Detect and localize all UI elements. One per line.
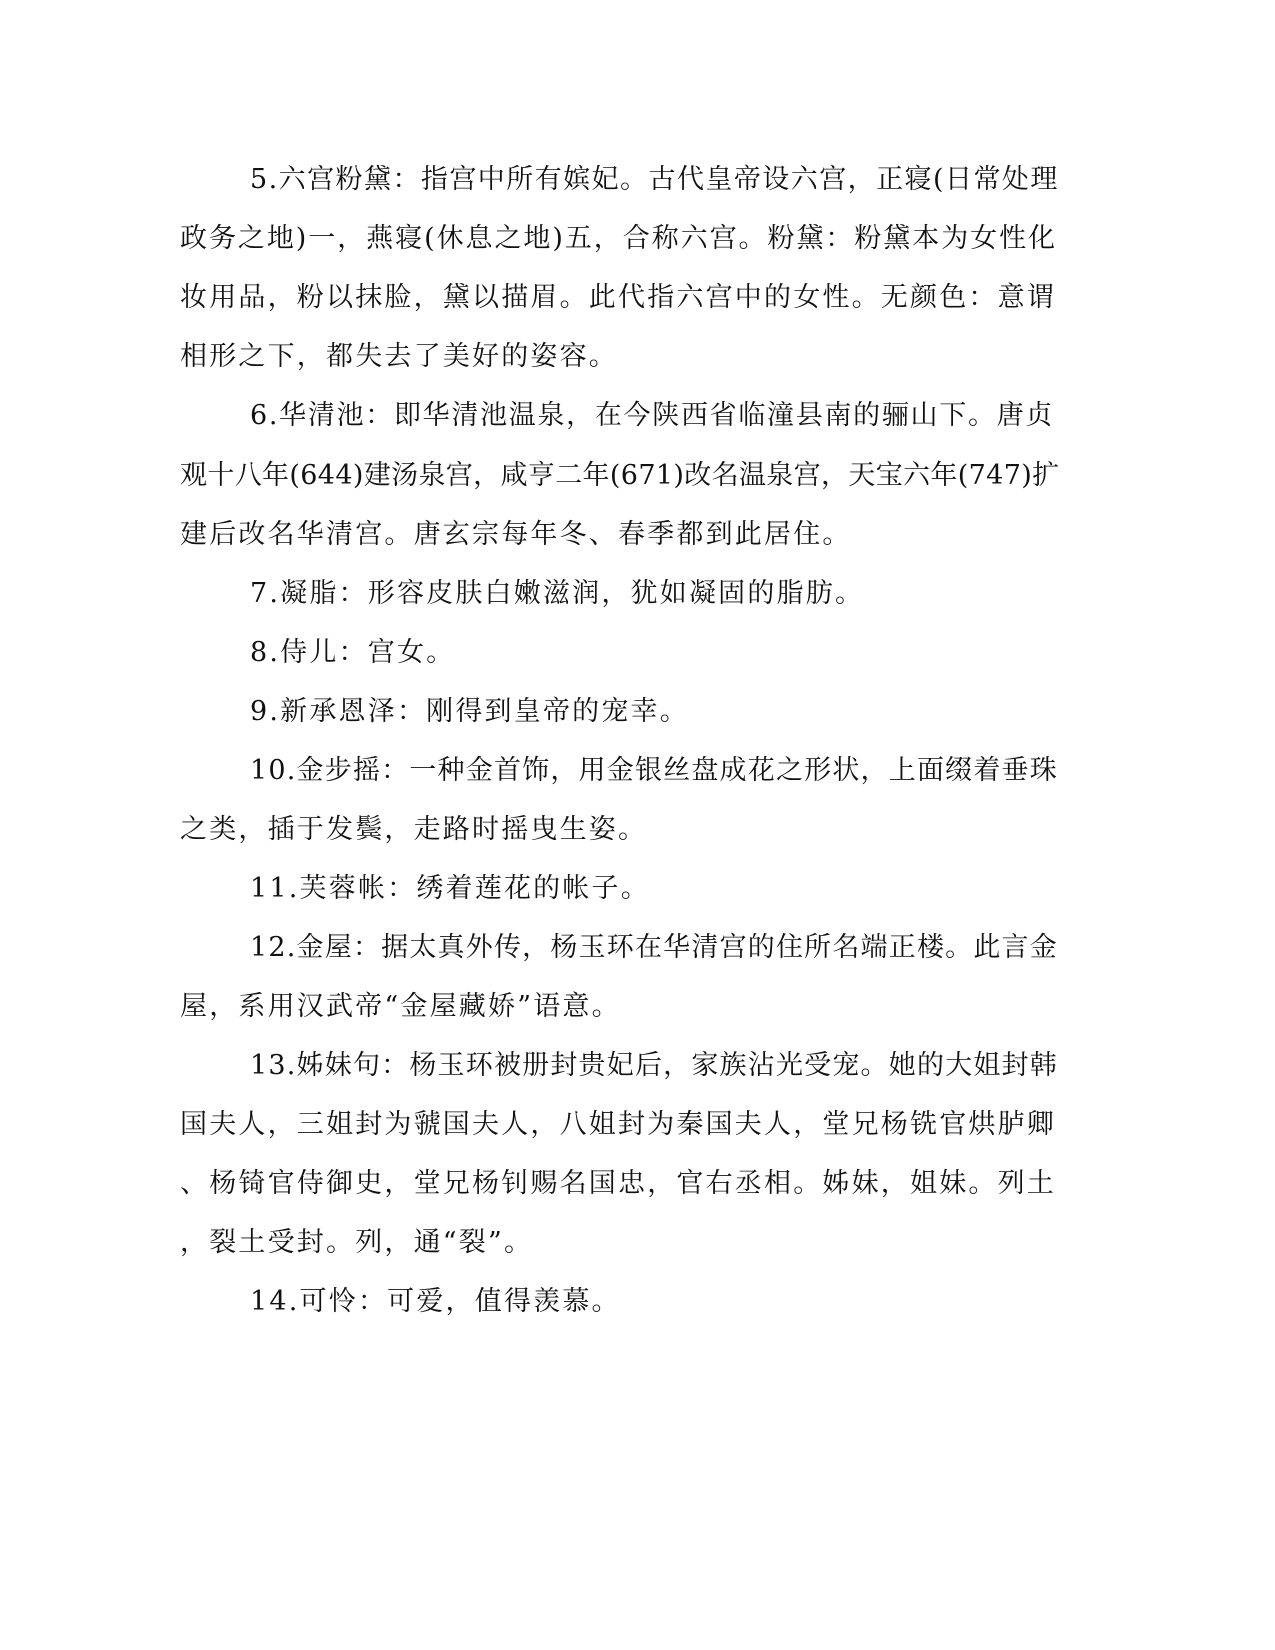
note-5-line-2: 政务之地)一，燕寝(休息之地)五，合称六宫。粉黛：粉黛本为女性化 [180, 223, 1057, 254]
note-9-line-1: 9.新承恩泽：刚得到皇帝的宠幸。 [250, 696, 689, 727]
note-11-line-1: 11.芙蓉帐：绣着莲花的帐子。 [250, 873, 650, 904]
note-10-line-2: 之类，插于发鬓，走路时摇曳生姿。 [180, 814, 648, 845]
note-14-line-1: 14.可怜：可爱，值得羡慕。 [250, 1286, 621, 1317]
note-7-line-1: 7.凝脂：形容皮肤白嫩滋润，犹如凝固的脂肪。 [250, 578, 865, 609]
note-6-line-3: 建后改名华清宫。唐玄宗每年冬、春季都到此居住。 [180, 519, 852, 550]
note-5-line-1: 5.六宫粉黛：指宫中所有嫔妃。古代皇帝设六宫，正寝(日常处理 [250, 164, 1059, 195]
note-13-line-2: 国夫人，三姐封为虢国夫人，八姐封为秦国夫人，堂兄杨铣官烘胪卿 [180, 1109, 1056, 1140]
note-5-line-4: 相形之下，都失去了美好的姿容。 [180, 341, 618, 372]
note-10-line-1: 10.金步摇：一种金首饰，用金银丝盘成花之形状，上面缀着垂珠 [250, 755, 1058, 786]
note-6-line-1: 6.华清池：即华清池温泉，在今陕西省临潼县南的骊山下。唐贞 [250, 400, 1055, 431]
note-12-line-1: 12.金屋：据太真外传，杨玉环在华清宫的住所名端正楼。此言金 [250, 932, 1058, 963]
note-6-line-2: 观十八年(644)建汤泉宫，咸亨二年(671)改名温泉宫，天宝六年(747)扩 [180, 460, 1060, 491]
note-13-line-4: ，裂土受封。列，通“裂”。 [180, 1227, 534, 1258]
note-8-line-1: 8.侍儿：宫女。 [250, 637, 456, 668]
note-5-line-3: 妆用品，粉以抹脸，黛以描眉。此代指六宫中的女性。无颜色：意谓 [180, 282, 1056, 313]
note-13-line-1: 13.姊妹句：杨玉环被册封贵妃后，家族沾光受宠。她的大姐封韩 [250, 1050, 1058, 1081]
note-13-line-3: 、杨锜官侍御史，堂兄杨钊赐名国忠，官右丞相。姊妹，姐妹。列土 [180, 1168, 1056, 1199]
note-12-line-2: 屋，系用汉武帝“金屋藏娇”语意。 [180, 991, 621, 1022]
